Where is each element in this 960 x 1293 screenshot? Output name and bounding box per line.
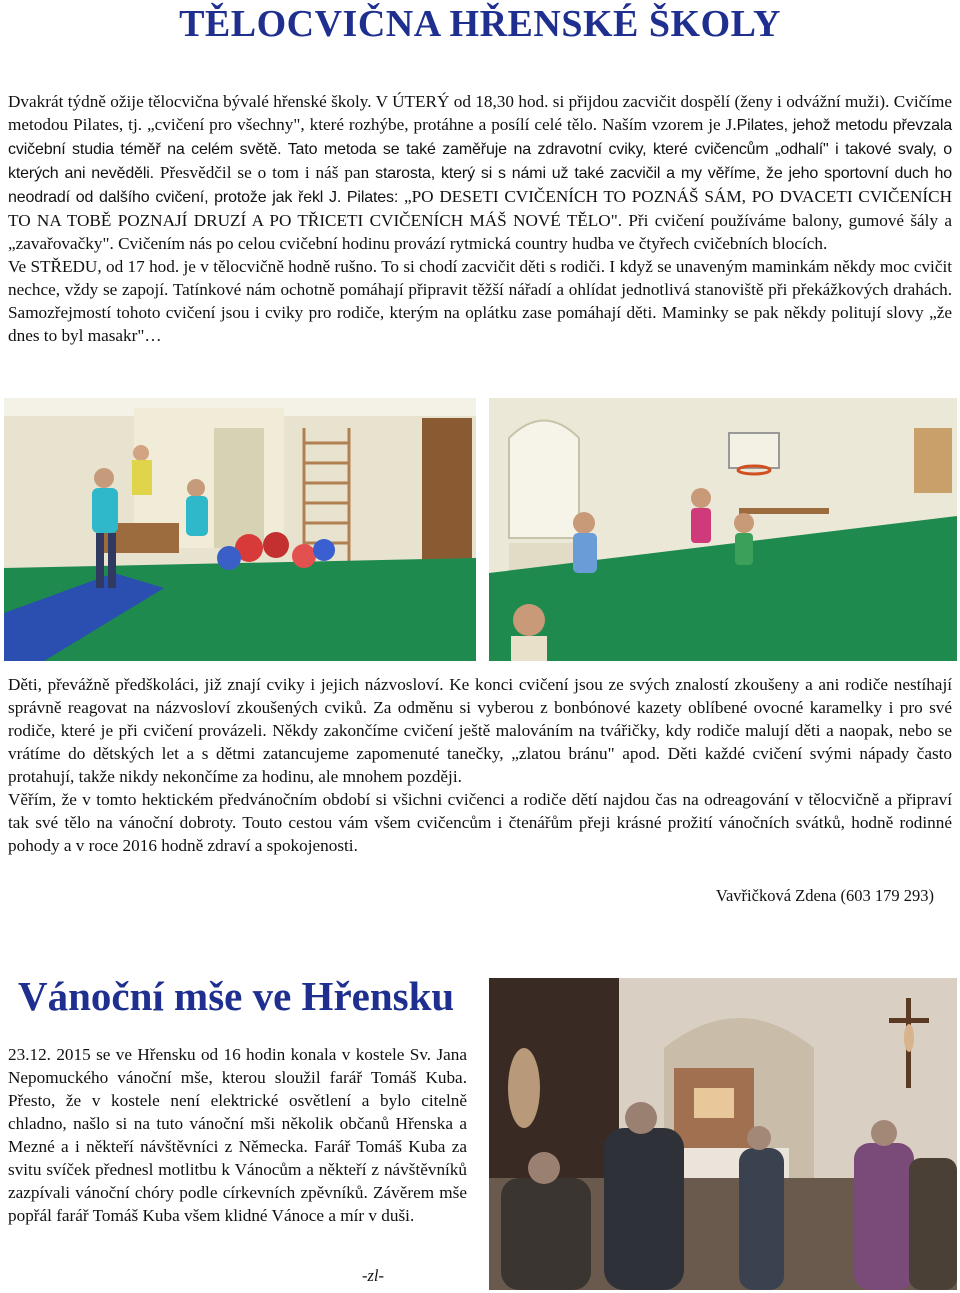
- paragraph-children: Děti, převážně předškoláci, již znají cviky i jejich názvosloví. Ke konci cvičení jsou ze svých znalostí zkoušeny a ani rodiče nestíhají správně reagovat na názvosloví zkoušených cviků. Za odměnu si vyberou z bonbónové kazety oblíbené ovocné karamelky i pro své rodiče, které je při cvičení provázeli. Někdy zakončíme cvičení ještě malováním na tvářičky, kdy rodiče malují děti a naopak, nebo se vrátíme do dětských let a s dětmi zatancujeme zapomenuté tanečky, „zlatou bránu" apod. Děti každé cvičení svými nápady často protahují, takže nikdy nekončíme za hodinu, ale mnohem později.: [8, 675, 952, 786]
- text-run: Pilates, jehož metodu převzala cvičební studia téměř na celém světě. Tato metoda se také zaměřuje na zdravotní cviky, které cvičencům „odhalí" i takové svaly, o kterých ani nevěděli.: [8, 117, 953, 182]
- church-photo-image: [489, 978, 957, 1290]
- text-run: Přesvědčil se o tom i náš pan: [159, 163, 370, 182]
- article2-title: Vánoční mše ve Hřensku: [18, 973, 455, 1019]
- paragraph-wishes: Věřím, že v tomto hektickém předvánočním období si všichni cvičenci a rodiče dětí najdou čas na odreagování v tělocvičně a připraví tak své tělo na vánoční dobroty. Touto cestou vám všem cvičencům i čtenářům přeji krásné prožití vánočních svátků, hodně rodinné pohody a v roce 2016 hodně zdraví a spokojenosti.: [8, 790, 952, 855]
- article2-body: [8, 1043, 467, 1227]
- article2-signature: -zl-: [362, 1266, 384, 1285]
- text-run: starosta, který si s námi už také zacvičil a my věříme, že jeho sportovní duch ho neodradí od dalšího cvičení, protože jak řekl J. Pilates:: [8, 165, 952, 206]
- article-signature: Vavřičková Zdena (603 179 293): [715, 886, 934, 905]
- paragraph-tuesday: [8, 90, 952, 255]
- text-run: Dvakrát týdně ožije tělocvična bývalé hřenské školy. V ÚTERÝ od 18,30 hod. si přijdou zacvičit dospělí (ženy i odvážní muži). Cvičíme metodou Pilates, tj. „cvičení pro všechny", které rozhýbe, protáhne a posílí celé tělo. Naším vzorem je J.: [8, 92, 952, 134]
- church-photo: [489, 978, 957, 1290]
- gym-photo-right: [489, 398, 957, 661]
- article-title: TĚLOCVIČNA HŘENSKÉ ŠKOLY: [179, 3, 781, 45]
- paragraph-mass: 23.12. 2015 se ve Hřensku od 16 hodin konala v kostele Sv. Jana Nepomuckého vánoční mše, kterou sloužil farář Tomáš Kuba. Přesto, že v kostele není elektrické osvětlení a bylo citelně chladno, našlo si na tuto vánoční mši několik občanů Hřenska a Mezné a i někteří návštěvníci z Německa. Farář Tomáš Kuba za svitu svíček přednesl motlitbu k Vánocům a někteří z návštěvníků zazpívali vánoční chóry podle církevních zpěvníků. Závěrem mše popřál farář Tomáš Kuba všem klidné Vánoce a mír v duši.: [8, 1045, 467, 1225]
- gym-photo-right-image: [489, 398, 957, 661]
- text-run: „PO DESETI CVIČENÍCH TO POZNÁŠ SÁM, PO DVACETI CVIČENÍCH TO NA TOBĚ POZNAJÍ DRUZÍ A PO TŘICETI CVIČENÍCH MÁŠ NOVÉ TĚLO". Při cvičení používáme balony, gumové šály a „zavařovačky". Cvičením nás po celou cvičební hodinu provází rytmická country hudba ve čtyřech cvičebních blocích.: [8, 187, 953, 253]
- gym-photo-left-image: [4, 398, 476, 661]
- gym-photo-left: [4, 398, 476, 661]
- paragraph-wednesday: Ve STŘEDU, od 17 hod. je v tělocvičně hodně rušno. To si chodí zacvičit děti s rodiči. I když se unaveným maminkám někdy moc cvičit nechce, vždy se zapojí. Tatínkové nám ochotně pomáhají připravit těžší nářadí a ohlídat jednotlivá stanoviště při překážkových drahách. Samozřejmostí tohoto cvičení jsou i cviky pro rodiče, kterým na oplátku zase pomáhají děti. Maminky se pak někdy politují slovy „že dnes to byl masakr"…: [8, 257, 952, 345]
- article-body-bottom: [8, 673, 952, 857]
- article-body-top: [8, 90, 952, 347]
